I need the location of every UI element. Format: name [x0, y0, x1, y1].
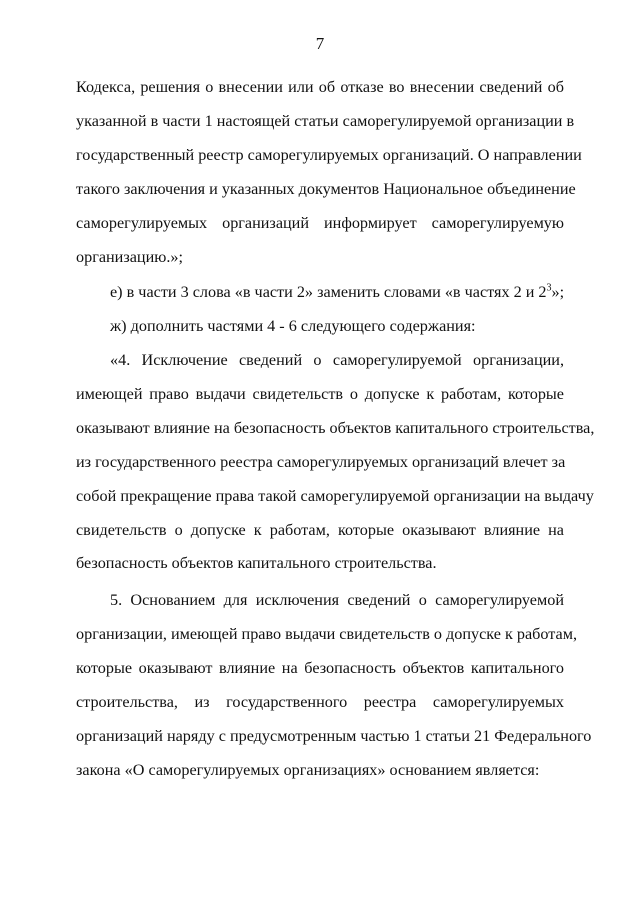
- item-e-superscript: 3: [546, 282, 552, 294]
- text-line: «4. Исключение сведений о саморегулируемой организации,: [110, 351, 564, 369]
- item-e-suffix: »;: [551, 283, 565, 301]
- text-line: указанной в части 1 настоящей статьи саморегулируемой организации в: [76, 111, 575, 130]
- text-line: государственный реестр саморегулируемых организаций. О направлении: [76, 145, 582, 164]
- text-line: ж) дополнить частями 4 - 6 следующего содержания:: [110, 317, 476, 335]
- paragraph-item-e: [76, 276, 564, 310]
- text-line: организацию.»;: [76, 247, 183, 266]
- text-line: организации, имеющей право выдачи свидетельств о допуске к работам,: [76, 624, 578, 643]
- paragraph-part-4: [76, 344, 595, 581]
- text-line: имеющей право выдачи свидетельств о допуске к работам, которые: [76, 384, 564, 403]
- text-line: строительства, из государственного реестра саморегулируемых: [76, 692, 564, 711]
- text-line: из государственного реестра саморегулируемых организаций влечет за: [76, 452, 566, 471]
- text-line: саморегулируемых организаций информирует саморегулируемую: [76, 213, 564, 232]
- item-e-text: е) в части 3 слова «в части 2» заменить словами «в частях 2 и 2: [110, 283, 547, 301]
- text-line: [76, 276, 564, 310]
- paragraph-part-5: [76, 584, 592, 787]
- text-line: 5. Основанием для исключения сведений о саморегулируемой: [110, 591, 564, 609]
- text-line: которые оказывают влияние на безопасность объектов капитального: [76, 658, 564, 677]
- page-number: 7: [315, 34, 325, 53]
- text-line: организаций наряду с предусмотренным частью 1 статьи 21 Федерального: [76, 726, 592, 745]
- text-line: Кодекса, решения о внесении или об отказе во внесении сведений об: [76, 78, 564, 96]
- text-line: безопасность объектов капитального строительства.: [76, 554, 437, 573]
- text-line: такого заключения и указанных документов Национальное объединение: [76, 179, 576, 198]
- text-line: свидетельств о допуске к работам, которые оказывают влияние на: [76, 520, 564, 539]
- text-line: оказывают влияние на безопасность объектов капитального строительства,: [76, 418, 595, 437]
- text-line: собой прекращение права такой саморегулируемой организации на выдачу: [76, 486, 594, 505]
- paragraph-item-zh: [76, 310, 564, 344]
- text-line: закона «О саморегулируемых организациях» основанием является:: [76, 760, 540, 779]
- paragraph-continuation: [76, 71, 582, 274]
